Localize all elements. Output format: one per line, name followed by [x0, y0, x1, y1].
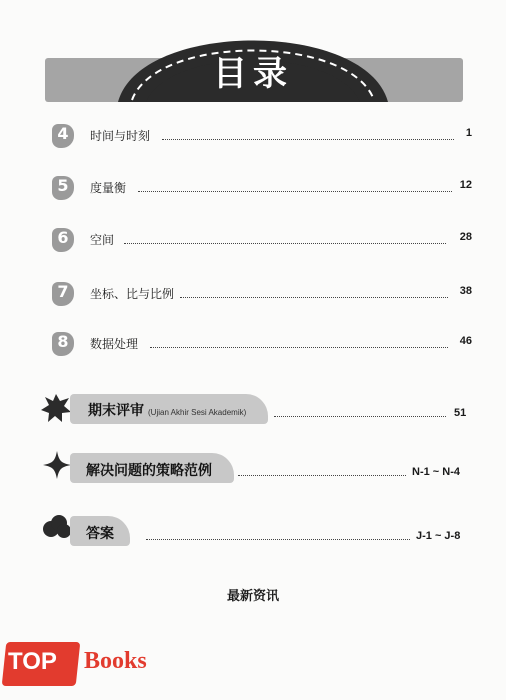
dot-leader	[162, 139, 454, 140]
section-title: 期末评审 (Ujian Akhir Sesi Akademik)	[88, 403, 247, 419]
watermark-top-text: TOP	[8, 648, 57, 675]
page-number: 51	[454, 407, 467, 419]
footer-note: 最新资讯	[226, 589, 279, 604]
toc-row-chapter-6[interactable]	[52, 228, 472, 254]
toc-row-chapter-4[interactable]	[52, 124, 472, 150]
chapter-number: 7	[57, 282, 69, 301]
sparkle-icon	[42, 450, 72, 480]
section-subtitle: (Ujian Akhir Sesi Akademik)	[148, 408, 247, 417]
toc-row-chapter-5[interactable]	[52, 176, 472, 202]
toc-row-chapter-8[interactable]	[52, 332, 472, 358]
page-title: 目录	[213, 54, 293, 94]
section-title: 解决问题的策略范例	[86, 463, 212, 479]
chapter-title: 坐标、比与比例	[90, 287, 175, 301]
page-number: N-1 ~ N-4	[412, 466, 460, 478]
page-number: 46	[459, 335, 472, 347]
chapter-title: 度量衡	[90, 181, 127, 195]
page-number: 38	[459, 285, 472, 297]
watermark-books-text: Books	[84, 648, 147, 674]
dot-leader	[274, 416, 446, 417]
chapter-number: 5	[57, 176, 69, 195]
dot-leader	[150, 347, 448, 348]
cloud-icon	[42, 514, 72, 540]
page-number: 12	[459, 179, 472, 191]
page-number: 1	[465, 127, 472, 139]
dot-leader	[138, 191, 452, 192]
chapter-title: 时间与时刻	[90, 129, 151, 143]
dot-leader	[146, 539, 410, 540]
section-title: 答案	[86, 526, 114, 542]
dot-leader	[124, 243, 446, 244]
topbooks-watermark	[0, 634, 200, 694]
chapter-number: 6	[57, 228, 69, 247]
splat-icon	[40, 392, 72, 424]
page-number: J-1 ~ J-8	[416, 530, 461, 542]
chapter-title: 数据处理	[90, 337, 139, 351]
chapter-number: 8	[57, 332, 69, 351]
dot-leader	[238, 475, 406, 476]
chapter-title: 空间	[90, 233, 115, 247]
page-number: 28	[459, 231, 472, 243]
chapter-number: 4	[57, 124, 69, 143]
dot-leader	[180, 297, 448, 298]
toc-row-chapter-7[interactable]	[52, 282, 472, 308]
